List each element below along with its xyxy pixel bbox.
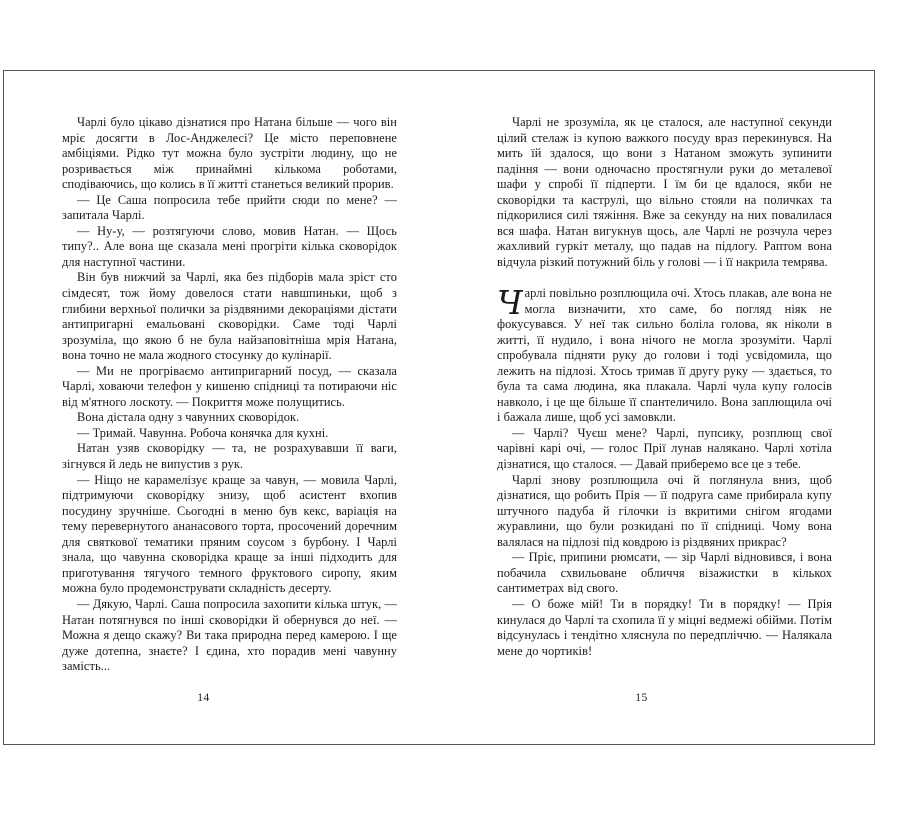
paragraph: Вона дістала одну з чавунних сковорідок. (77, 410, 300, 425)
paragraph: — О боже мій! Ти в порядку! Ти в порядку! — Прія кинулася до Чарлі та схопила її у міцні ведмежі обійми. Потім відсунулась і тендітно хляснула по передпліччю. — Налякала мене до чортиків! (497, 596, 832, 658)
page-right-textblock (497, 115, 832, 659)
paragraph: — Чарлі? Чуєш мене? Чарлі, пупсику, розплющ свої чарівні карі очі, — голос Прії лунав налякано. Чарлі хотіла дізнатися, що сталося. — Давай приберемо все це з тебе. (497, 425, 832, 472)
paragraph: — Ми не прогріваємо антипригарний посуд, — сказала Чарлі, ховаючи телефон у кишеню спідниці та потираючи ніс від м'ятного лоскоту. — Покриття може полущитись. (62, 363, 397, 409)
paragraph: — Це Саша попросила тебе прийти сюди по мене? — запитала Чарлі. (62, 192, 397, 223)
book-spread (3, 70, 875, 745)
page-number-left: 14 (197, 692, 210, 704)
paragraph: — Ну-у, — розтягуючи слово, мовив Натан. — Щось типу?.. Але вона ще сказала мені прогріти кілька сковорідок для наступної частини. (62, 223, 397, 269)
paragraph: Чарлі було цікаво дізнатися про Натана більше — чого він мріє досягти в Лос-Анджелесі? Це місто переповнене амбіціями. Рідко тут можна було зустріти людину, що не розривається між принаймні кількома роботами, сподіваючись, що колись в її житті станеться великий прорив. (62, 115, 397, 192)
paragraph: Чарлі знову розплющила очі й поглянула вниз, щоб дізнатися, що робить Прія — її подруга саме прибирала купу штучного падуба й гілочки із вкритими снігом ягодами журавлини, що були розкидані по її спідниці. Чому вона валялася на підлозі під ковдрою із різдвяних прикрас? (497, 472, 832, 549)
page-right (439, 71, 874, 744)
section-break-space (497, 270, 832, 286)
paragraph: — Тримай. Чавунна. Робоча конячка для кухні. (77, 425, 329, 440)
page-number-right: 15 (635, 692, 648, 704)
section-opening-paragraph (497, 283, 832, 426)
paragraph: Він був нижчий за Чарлі, яка без підборів мала зріст сто сімдесят, тож йому довелося стати навшпиньки, щоб з глибини верхньої полички за різдвяними декораціями дістати антипригарні емальовані сковорідки. Саме тоді Чарлі зрозуміла, що якою б не була найзаповітніша мрія Натана, вона точно не мала жодного стосунку до кулінарії. (62, 270, 397, 363)
page-left-textblock (62, 115, 397, 675)
section-opening-text: арлі повільно розплющила очі. Хтось плакав, але вона не могла визначити, хто саме, бо погляд ніяк не фокусувався. У неї так сильно боліла голова, як ніколи в житті, її нудило, і вона нічого не могла зрозуміти. Чарлі спробувала підняти руку до голови і тоді усвідомила, що лежить на підлозі. Хтось тримав її другу руку — здається, то була та сама людина, яка плакала. Чарлі чула купу голосів навколо, і це ще більше її спантеличило. Вона заплющила очі і бажала лише, щоб усі замовкли. (497, 286, 832, 425)
paragraph: — Дякую, Чарлі. Саша попросила захопити кілька штук, — Натан потягнувся по інші сковорідки й обернувся до неї. — Можна я дещо скажу? Ви така природна перед камерою. І ще дуже дотепна, знаєте? І єдина, хто порадив мені чавунну замість... (62, 596, 397, 674)
drop-cap-letter: Ч (497, 283, 523, 323)
paragraph: — Ніщо не карамелізує краще за чавун, — мовила Чарлі, підтримуючи сковорідку знизу, щоб асистент вхопив посудину зручніше. Сьогодні в меню був кекс, варіація на тему перевернутого ананасового торта, просочений доречним для святкової тематики пряним соусом з бурбону. І Чарлі знала, що чавунна сковорідка краще за інші підходить для приготування тягучого темного фруктового сиропу, яким можна було продемонструвати складність десерту. (62, 472, 397, 596)
page-left (4, 71, 439, 744)
paragraph: — Пріє, припини рюмсати, — зір Чарлі відновився, і вона побачила схвильоване обличчя візажистки в кількох сантиметрах від свого. (497, 550, 832, 596)
paragraph: Натан узяв сковорідку — та, не розрахувавши її ваги, зігнувся й ледь не випустив з рук. (62, 441, 397, 472)
paragraph: Чарлі не зрозуміла, як це сталося, але наступної секунди цілий стелаж із купою важкого посуду враз перекинувся. На мить їй здалося, що вони з Натаном зможуть зупинити падіння — вони одночасно простягнули руки до металевої шафи у спробі її підперти. І їм би це вдалося, якби не сковорідки та каструлі, що вільно стояли на поличках та підкорилися силі тяжіння. Вже за секунду на них повалилася вся шафа. Натан вигукнув щось, але Чарлі не розчула через жахливий гуркіт металу, що падав на підлогу. Раптом вона відчула різкий потужний біль у голові — і її накрила темрява. (497, 115, 832, 269)
